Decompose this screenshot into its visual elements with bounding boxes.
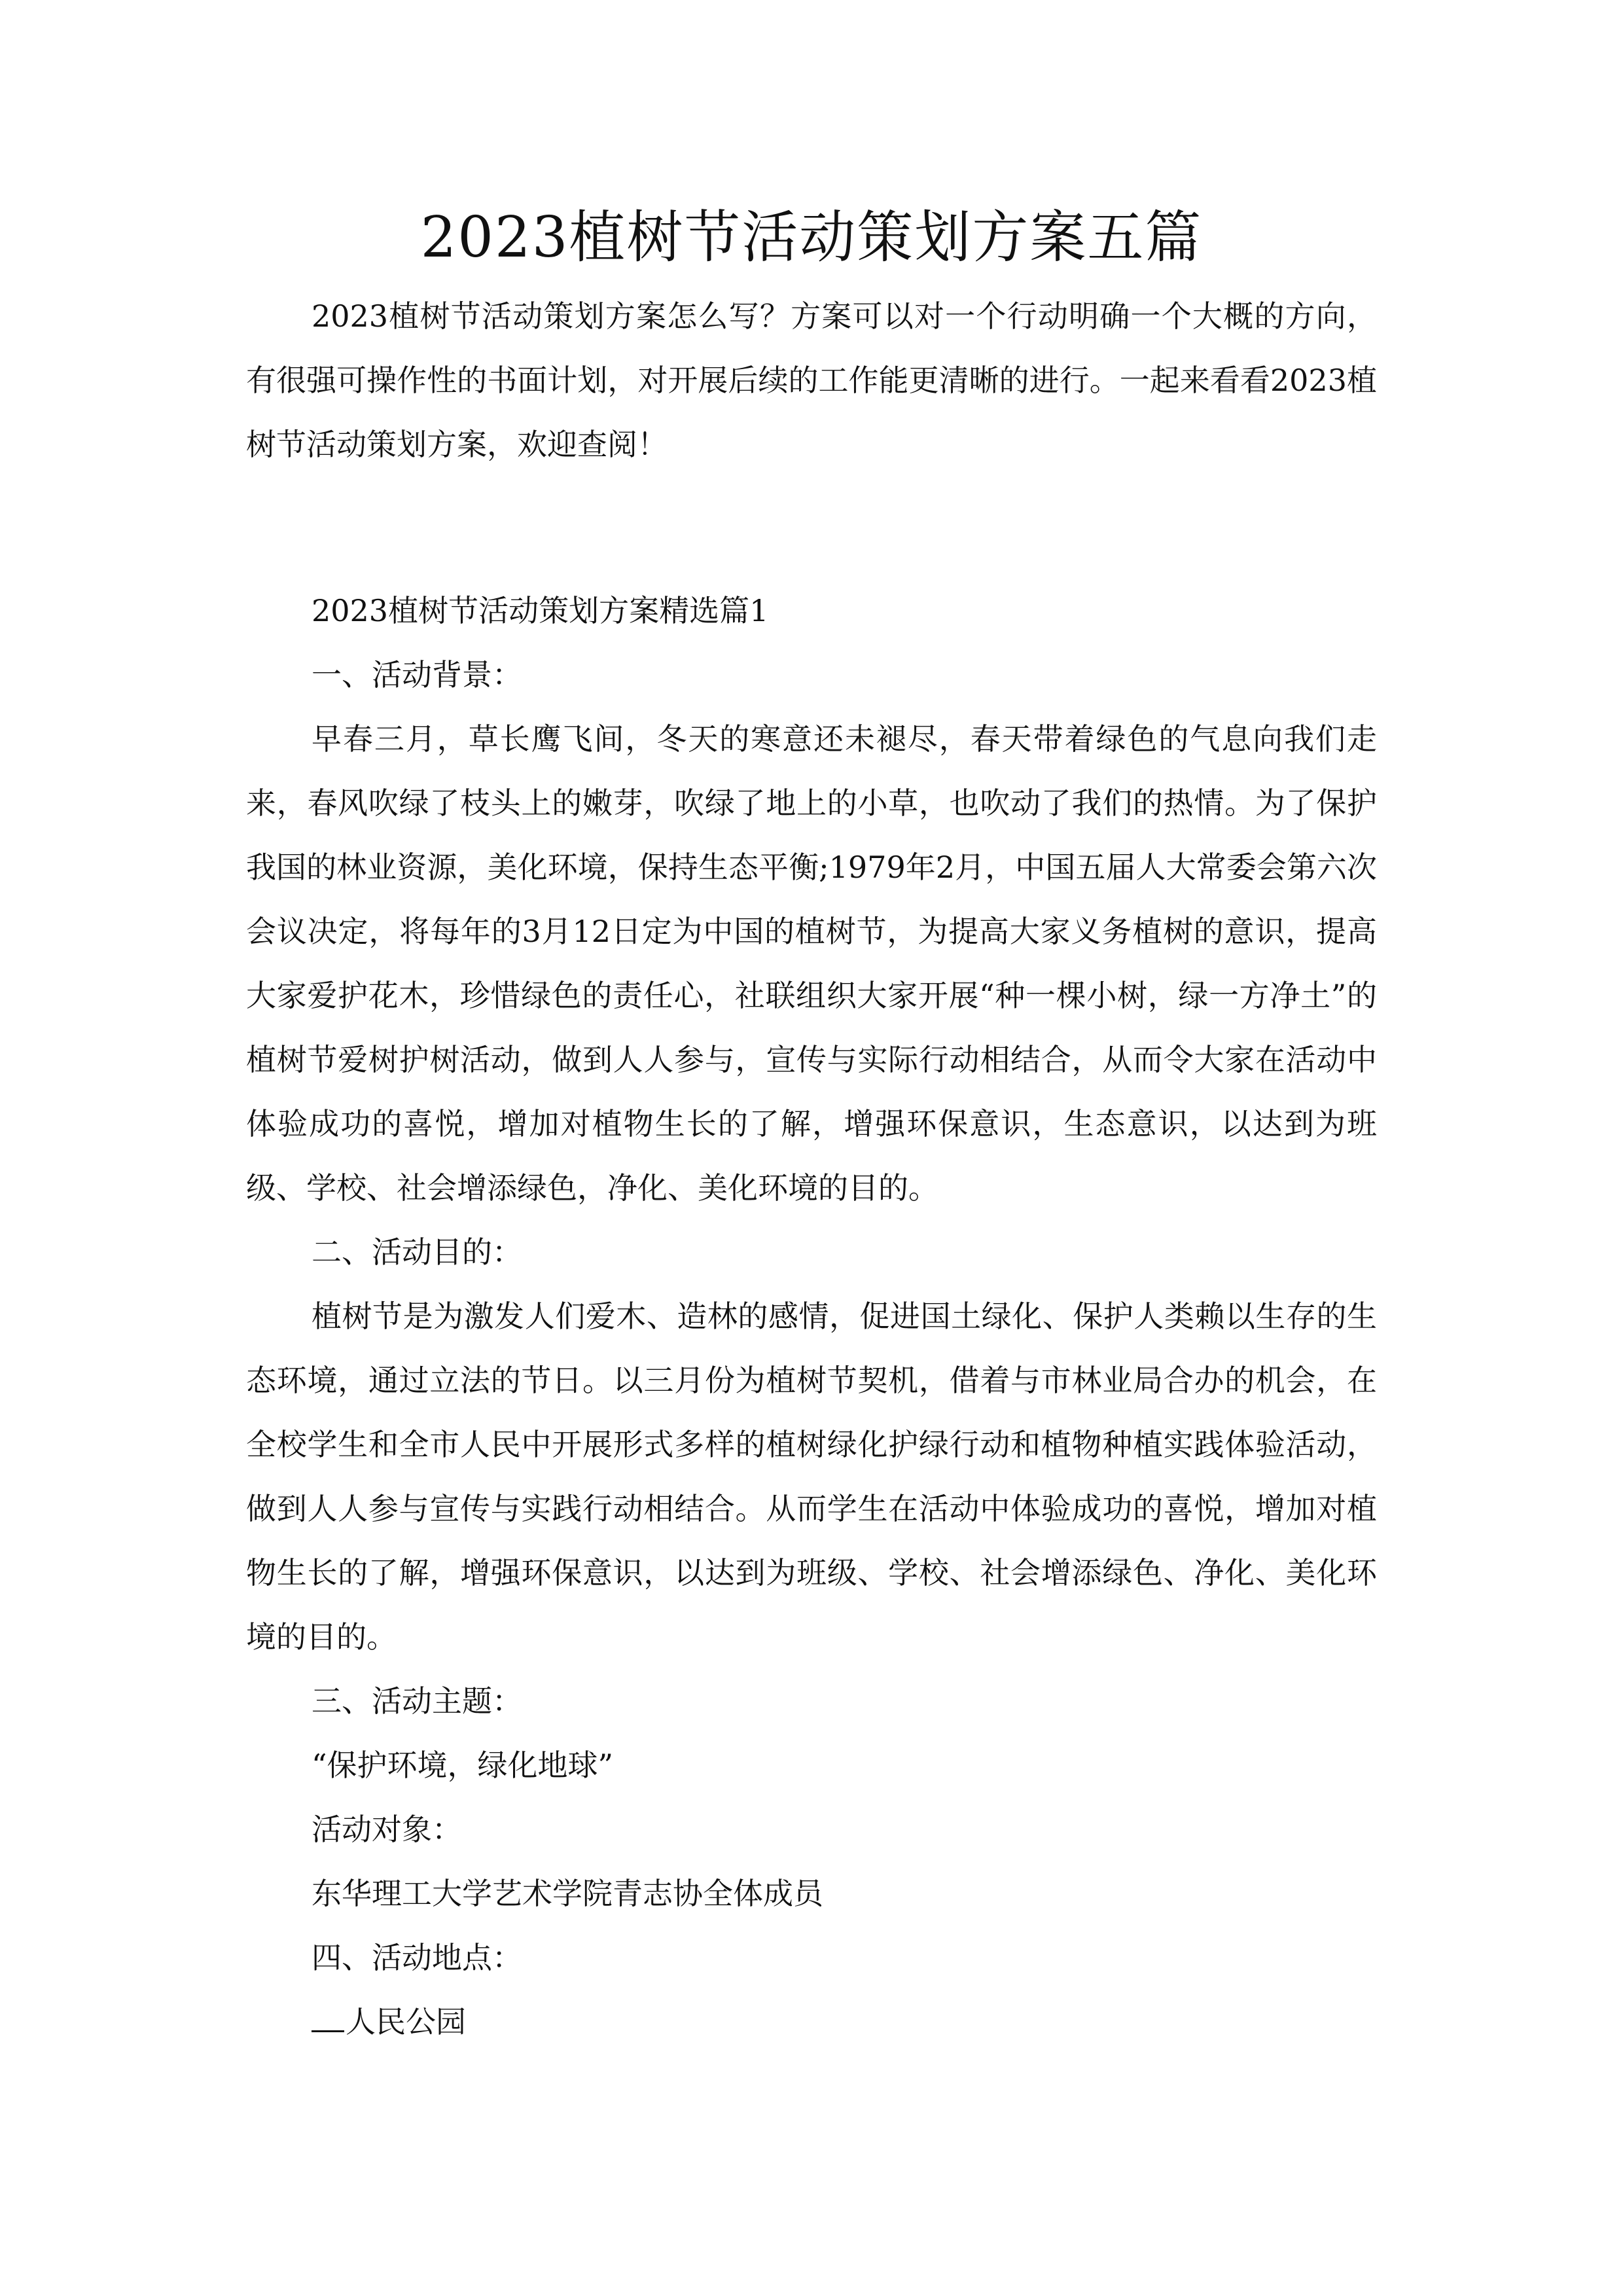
document-title: 2023植树节活动策划方案五篇 — [420, 205, 1203, 270]
background-heading: 一、活动背景： — [312, 657, 522, 692]
document-body — [246, 284, 1377, 2054]
location-line — [246, 1990, 1377, 2054]
purpose-paragraph: 植树节是为激发人们爱木、造林的感情，促进国土绿化、保护人类赖以生存的生态环境，通过立法的节日。以三月份为植树节契机，借着与市林业局合办的机会，在全校学生和全市人民中开展形式多样的植树绿化护绿行动和植物种植实践体验活动，做到人人参与宣传与实践行动相结合。从而学生在活动中体验成功的喜悦，增加对植物生长的了解，增强环保意识，以达到为班级、学校、社会增添绿色、净化、美化环境的目的。 — [246, 1299, 1377, 1655]
background-paragraph: 早春三月，草长鹰飞间，冬天的寒意还未褪尽，春天带着绿色的气息向我们走来，春风吹绿了枝头上的嫩芽，吹绿了地上的小草，也吹动了我们的热情。为了保护我国的林业资源，美化环境，保持生态平衡;1979年2月，中国五届人大常委会第六次会议决定，将每年的3月12日定为中国的植树节，为提高大家义务植树的意识，提高大家爱护花木，珍惜绿色的责任心，社联组织大家开展“种一棵小树，绿一方净土”的植树节爱树护树活动，做到人人参与，宣传与实际行动相结合，从而令大家在活动中体验成功的喜悦，增加对植物生长的了解，增强环保意识，生态意识，以达到为班级、学校、社会增添绿色，净化、美化环境的目的。 — [246, 721, 1377, 1206]
location-text: 人民公园 — [346, 2004, 466, 2039]
fill-in-blank — [312, 2005, 344, 2032]
theme-heading: 三、活动主题： — [312, 1683, 522, 1719]
location-heading: 四、活动地点： — [312, 1940, 522, 1975]
audience-paragraph: 东华理工大学艺术学院青志协全体成员 — [312, 1876, 823, 1911]
audience-heading: 活动对象： — [312, 1812, 462, 1847]
theme-paragraph: “保护环境，绿化地球” — [312, 1748, 614, 1783]
purpose-heading: 二、活动目的： — [312, 1234, 522, 1270]
section-heading: 2023植树节活动策划方案精选篇1 — [312, 593, 769, 628]
paragraph-gap — [246, 476, 1377, 579]
intro-paragraph: 2023植树节活动策划方案怎么写？方案可以对一个行动明确一个大概的方向，有很强可操作性的书面计划，对开展后续的工作能更清晰的进行。一起来看看2023植树节活动策划方案，欢迎查阅！ — [246, 298, 1377, 462]
